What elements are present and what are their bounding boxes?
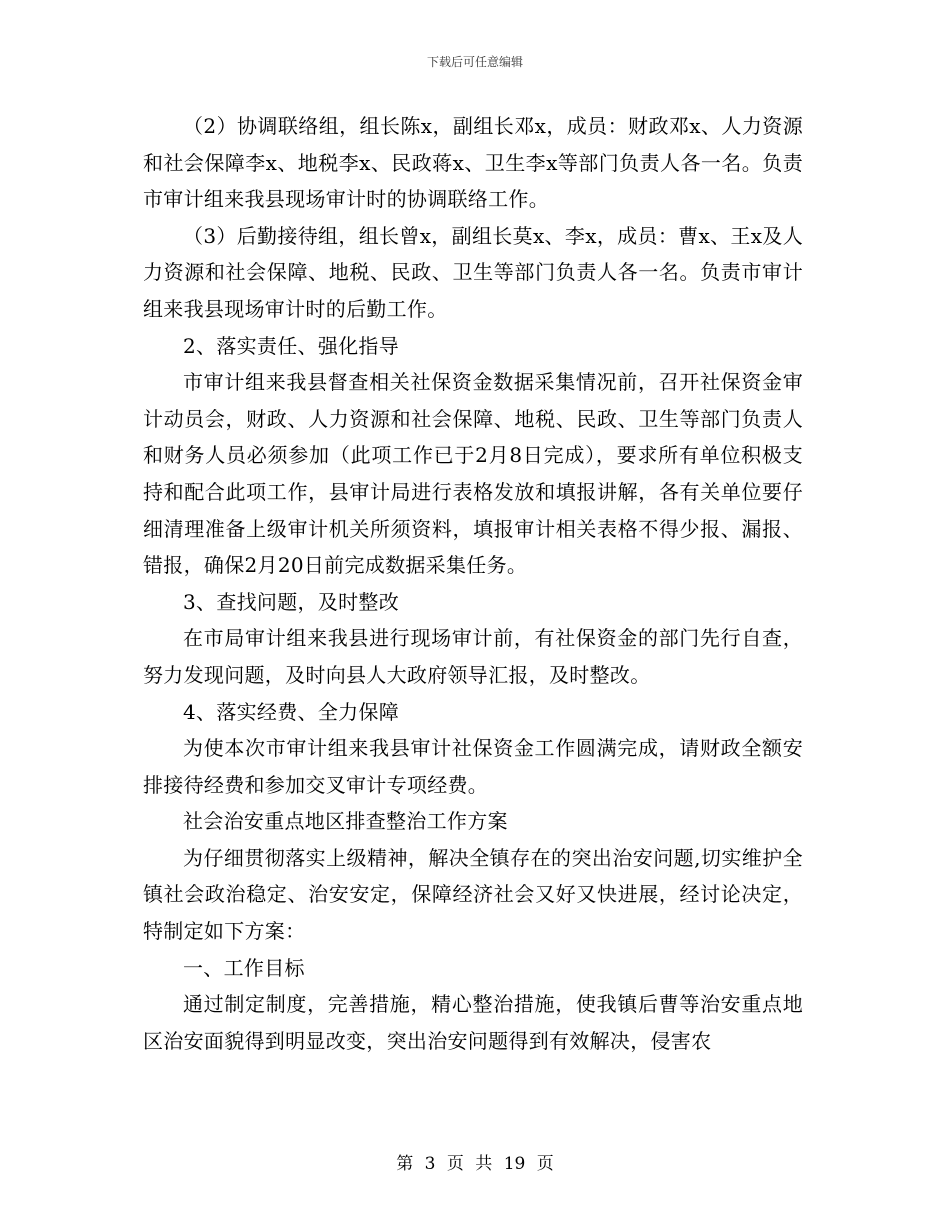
paragraph-find-problems: 在市局审计组来我县进行现场审计前，有社保资金的部门先行自查，努力发现问题，及时向县人大政府领导汇报，及时整改。: [143, 626, 803, 687]
document-body: [143, 108, 803, 1059]
paragraph-work-goals: 通过制定制度，完善措施，精心整治措施，使我镇后曹等治安重点地区治安面貌得到明显改变，突出治安问题得到有效解决，侵害农: [143, 992, 803, 1053]
heading-find-problems: 3、查找问题，及时整改: [183, 589, 400, 614]
paragraph-responsibility: 市审计组来我县督查相关社保资金数据采集情况前，召开社保资金审计动员会，财政、人力资源和社会保障、地税、民政、卫生等部门负责人和财务人员必须参加（此项工作已于2月8日完成），要求所有单位积极支持和配合此项工作，县审计局进行表格发放和填报讲解，各有关单位要仔细清理准备上级审计机关所须资料，填报审计相关表格不得少报、漏报、错报，确保2月20日前完成数据采集任务。: [143, 370, 803, 578]
heading-responsibility: 2、落实责任、强化指导: [183, 333, 400, 358]
paragraph-funding: 为使本次市审计组来我县审计社保资金工作圆满完成，请财政全额安排接待经费和参加交叉审计专项经费。: [143, 736, 803, 797]
paragraph-coordination-group: （2）协调联络组，组长陈x，副组长邓x，成员：财政邓x、人力资源和社会保障李x、地税李x、民政蒋x、卫生李x等部门负责人各一名。负责市审计组来我县现场审计时的协调联络工作。: [143, 114, 803, 212]
heading-work-goals: 一、工作目标: [183, 955, 305, 980]
page-number-footer: 第 3 页 共 19 页: [396, 1154, 554, 1174]
paragraph-logistics-group: （3）后勤接待组，组长曾x，副组长莫x、李x，成员：曹x、王x及人力资源和社会保障、地税、民政、卫生等部门负责人各一名。负责市审计组来我县现场审计时的后勤工作。: [143, 223, 803, 321]
page-header: 下载后可任意编辑: [426, 55, 523, 69]
paragraph-plan-intro: 为仔细贯彻落实上级精神，解决全镇存在的突出治安问题,切实维护全镇社会政治稳定、治安安定，保障经济社会又好又快进展，经讨论决定，特制定如下方案：: [143, 845, 803, 944]
heading-funding: 4、落实经费、全力保障: [183, 699, 400, 724]
section-title-security-plan: 社会治安重点地区排查整治工作方案: [183, 809, 508, 834]
